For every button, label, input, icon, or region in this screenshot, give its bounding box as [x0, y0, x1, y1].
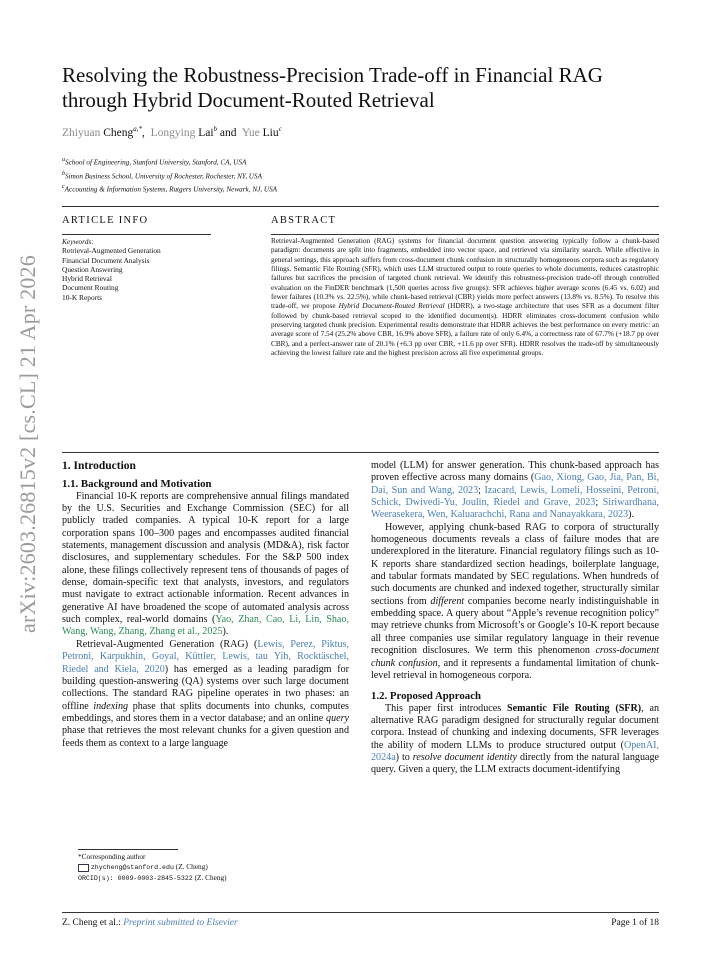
citation-link[interactable]: Siriwardhana, Weerasekera, Wen, Kaluarachchi, Rana and Nanayakkara, 2023 — [371, 497, 659, 521]
text: ; — [478, 484, 485, 496]
bold-text: Semantic File Routing (SFR) — [507, 702, 642, 714]
paragraph — [62, 639, 349, 750]
text: (Z. Cheng) — [173, 862, 208, 872]
citation-link[interactable]: Yao, Zhan, Cao, Li, Lin, Shao, Wang, Wang, Zhang, Zhang et al., 2025 — [62, 614, 349, 638]
paragraph — [371, 460, 659, 522]
author-sup: c — [278, 125, 282, 133]
keywords-block — [62, 237, 242, 302]
author-given-name: Longying — [150, 126, 196, 139]
text: ). — [628, 509, 635, 521]
keyword: Question Answering — [62, 264, 123, 274]
abstract-bottom-rule — [62, 452, 659, 453]
section-heading: 1. Introduction — [62, 460, 136, 472]
subsection-heading: 1.1. Background and Motivation — [62, 478, 212, 491]
citation-link[interactable]: Izacard, Lewis, Lomeli, Hosseini, Petroni, Schick, Dwivedi-Yu, Joulin, Riedel and Grave, 2023 — [371, 484, 659, 509]
citation-link[interactable]: Lewis, Perez, Piktus, Petroni, Karpukhin, Goyal, Küttler, Lewis, tau Yih, Rocktäschel, Riedel and Kiela, 2020 — [62, 638, 349, 675]
keyword: Document Routing — [62, 283, 119, 293]
affiliation — [62, 182, 277, 196]
text: model (LLM) for answer generation. This chunk-based approach has proven effective across many domains ( — [371, 460, 659, 484]
article-info-rule — [62, 234, 211, 235]
author-sup: b — [213, 125, 218, 133]
subsection-heading: 1.2. Proposed Approach — [371, 690, 481, 703]
author-given-name: Zhiyuan — [62, 126, 101, 139]
left-column — [62, 460, 349, 750]
text: (Z. Cheng) — [192, 873, 227, 883]
corresponding-author: *Corresponding author — [78, 852, 146, 861]
footnote-rule — [78, 849, 178, 850]
paper-title — [62, 63, 622, 113]
emphasis: different — [430, 595, 465, 607]
affiliation — [62, 169, 277, 183]
email-icon — [78, 864, 89, 872]
author-family-name: Cheng — [103, 126, 134, 139]
author-family-name: Lai — [198, 126, 214, 139]
article-info-heading: ARTICLE INFO — [62, 215, 149, 226]
affiliation-sup: a — [62, 157, 65, 163]
author-given-name: Yue — [241, 126, 260, 139]
orcid-line — [78, 873, 227, 884]
keyword: Financial Document Analysis — [62, 255, 150, 265]
abstract-rule — [271, 234, 659, 235]
top-rule — [62, 206, 659, 207]
text: ) has emerged as a leading paradigm for building question-answering (QA) systems over such large document collections. The standard RAG pipeline operates in two phases: an offline — [62, 663, 350, 712]
email-link[interactable]: zhycheng@stanford.edu — [90, 864, 174, 872]
emphasis: query — [326, 712, 349, 724]
footer-rule — [62, 912, 659, 913]
affiliation — [62, 155, 277, 169]
affiliation-text: School of Engineering, Stanford University, Stanford, CA, USA — [65, 158, 247, 167]
affiliation-text: Accounting & Information Systems, Rutgers University, Newark, NJ, USA — [64, 185, 278, 194]
footer-journal: Preprint submitted to Elsevier — [123, 918, 238, 928]
text: Retrieval-Augmented Generation (RAG) ( — [76, 638, 258, 650]
affiliations — [62, 155, 277, 196]
footer-left — [62, 918, 238, 928]
arxiv-identifier: arXiv:2603.26815v2 [cs.CL] 21 Apr 2026 — [15, 255, 40, 633]
author-sup: a,* — [133, 125, 142, 133]
orcid-label: ORCID(s): — [78, 875, 118, 883]
citation-link[interactable]: Gao, Xiong, Gao, Jia, Pan, Bi, Dai, Sun and Wang, 2023 — [371, 472, 659, 496]
keyword: 10-K Reports — [62, 292, 103, 302]
abstract-heading: ABSTRACT — [271, 215, 337, 226]
abstract-text — [271, 237, 659, 358]
keyword: Hybrid Retrieval — [62, 274, 112, 284]
text: ; — [595, 497, 603, 509]
page-number: Page 1 of 18 — [611, 918, 659, 928]
text: , an alternative RAG paradigm designed for structurally regular document corpora. Instead of chunking and indexing documents, SFR leverages the ability of modern LLMs to produce structured output ( — [371, 702, 660, 751]
email-line — [78, 862, 227, 873]
affiliation-sup: b — [62, 170, 65, 177]
author-list: Zhiyuan Cheng$^{a,*}$, Longying Lai$^b$ and Yue Liu$^c$ — [62, 125, 282, 139]
author-family-name: Liu — [262, 126, 279, 139]
footer-author: Z. Cheng et al.: — [62, 918, 124, 928]
title-line-2: through Hybrid Document-Routed Retrieval — [62, 88, 435, 112]
text: This paper first introduces — [385, 702, 507, 714]
abstract-emphasis: Hybrid Document-Routed Retrieval — [338, 302, 445, 311]
keywords-label: Keywords: — [62, 237, 94, 246]
emphasis: resolve document identity — [412, 751, 517, 763]
abstract-part: (HDRR), a two-stage architecture that uses SFR as a document filter followed by chunk-based retrieval scoped to the identified document(s). HDRR eliminates cross-document confusion while preserving targeted chunk precision. Experimental results demonstrate that HDRR achieves the best performance on every metric: an average score of 7.54 (25.2% above CBR, 16.9% above SFR), a failure rate of only 6.4%, a correctness rate of 67.7% (+18.7 pp over CBR), and a perfect-answer rate of 20.1% (+6.3 pp over CBR, +11.6 pp over SFR). HDRR resolves the trade-off by simultaneously achieving the lowest failure rate and the highest precision across all five experimental groups. — [271, 302, 659, 358]
text: , and it represents a fundamental limitation of chunk-level retrieval in homogeneous corpora. — [371, 657, 659, 681]
text: companies become nearly indistinguishable in embedding space. A query about “Apple’s revenue recognition policy” may retrieve chunks from Microsoft’s or Google’s 10-K report because all three companies use similar regulatory language in their revenue recognition disclosures. We term this phenomenon — [371, 595, 659, 657]
text: ). — [222, 626, 229, 638]
paragraph — [371, 522, 659, 682]
text: Financial 10-K reports are comprehensive annual filings mandated by the U.S. Securities and Exchange Commission (SEC) for all publicly traded companies. A typical 10-K report for a large corporation spans 100–300 pages and encompasses audited financial statements, management discussion and analysis (MD&A), risk factor disclosures, and supplementary schedules. For the S&P 500 index alone, these filings collectively represent tens of thousands of pages of dense, domain-specific text that analysts, investors, and regulators must navigate to extract actionable information. Recent advances in generative AI have broadened the scope of automated analysis across such complex, real-world domains ( — [62, 490, 349, 626]
text: ) to — [395, 751, 413, 763]
footnote — [78, 852, 227, 885]
affiliation-text: Simon Business School, University of Rochester, Rochester, NY, USA — [65, 172, 262, 181]
keywords-label-text: Keywords — [62, 237, 92, 246]
paragraph — [62, 491, 349, 639]
author-and: and — [219, 126, 237, 139]
paragraph — [371, 703, 659, 777]
text: phase that splits documents into chunks, computes embeddings, and stores them in a vector database; and an online — [62, 700, 349, 724]
right-column — [371, 460, 659, 777]
emphasis: cross-document chunk confusion — [371, 645, 659, 669]
affiliation-sup: c — [62, 184, 65, 191]
orcid-value: 0009-0003-2845-5322 — [117, 875, 193, 883]
text: phase that retrieves the most relevant chunks for a given question and feeds them as context to a large language — [62, 725, 349, 749]
citation-link[interactable]: OpenAI, 2024a — [371, 739, 659, 763]
text: directly from the natural language query. Given a query, the LLM extracts document-identifying — [371, 751, 659, 776]
text: However, applying chunk-based RAG to corpora of structurally homogeneous documents reveals a class of failure modes that are underexplored in the literature. Financial regulatory filings such as 10-K reports share standardized section headings, boilerplate language, and tabular formats mandated by SEC regulations. When hundreds of such documents are chunked and indexed together, structurally similar sections from — [371, 521, 659, 607]
title-line-1: Resolving the Robustness-Precision Trade-off in Financial RAG — [62, 63, 603, 87]
emphasis: indexing — [93, 700, 129, 712]
keyword: Retrieval-Augmented Generation — [62, 246, 161, 256]
abstract-part: Retrieval-Augmented Generation (RAG) systems for financial document question answering typically follow a chunk-based paradigm: documents are split into fragments, embedded into vector space, and retrieved via similarity search. While effective in general settings, this approach suffers from cross-document chunk confusion in structurally homogeneous corpora such as regulatory filings. Semantic File Routing (SFR), which uses LLM structured output to route queries to whole documents, reduces catastrophic failures but sacrifices the precision of targeted chunk retrieval. We identify this robustness-precision trade-off through controlled evaluation on the FinDER benchmark (1,500 queries across five groups): SFR achieves higher average scores (6.45 vs. 6.02) and fewer failures (10.3% vs. 22.5%), while chunk-based retrieval (CBR) yields more perfect answers (13.8% vs. 8.5%). To resolve this trade-off, we propose — [271, 237, 659, 311]
